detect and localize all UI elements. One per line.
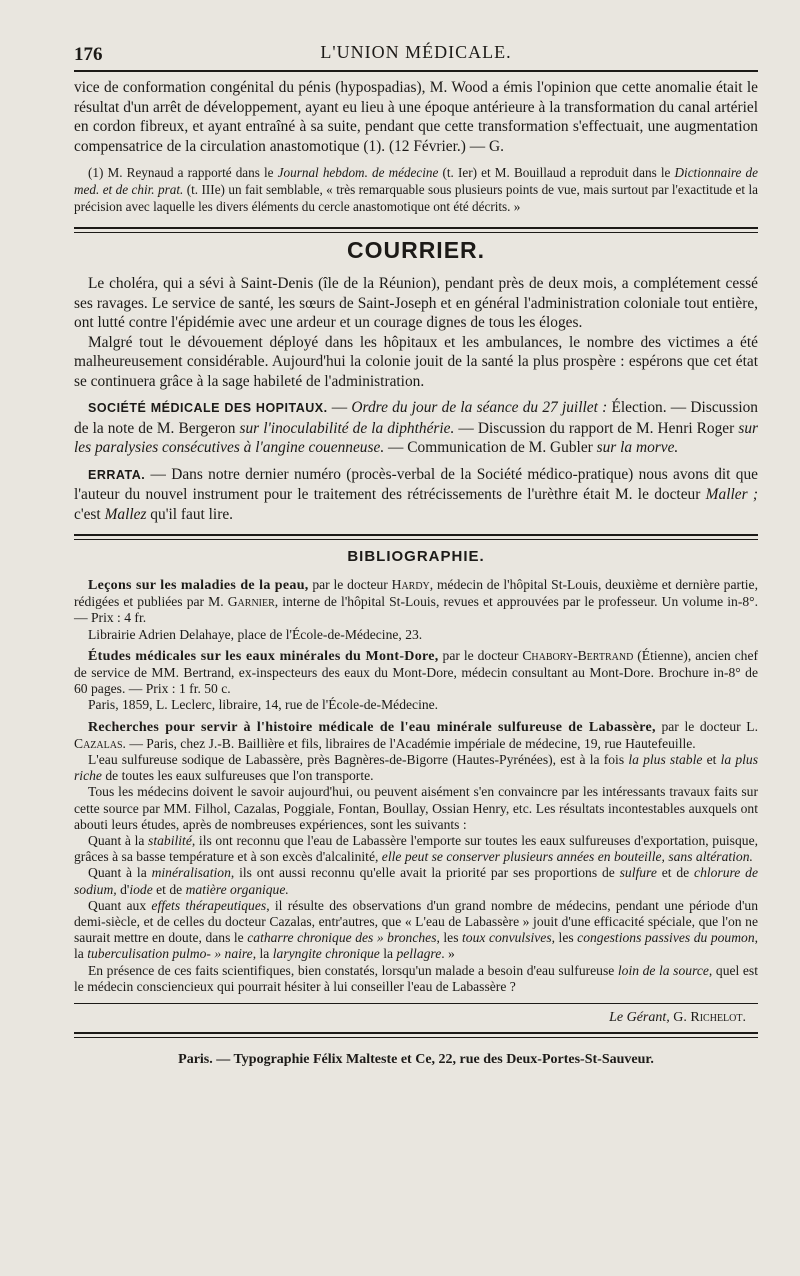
- text: . — Paris, chez J.-B. Baillière et fils, libraires de l'Académie impériale de médecine, 19, rue Hautefeuille.: [122, 735, 696, 751]
- text: Quant à la: [88, 865, 152, 881]
- text: la: [379, 946, 397, 962]
- emphasis: elle peut se conserver plusieurs années en bouteille, sans altération.: [381, 849, 753, 865]
- bibliography-entry: [74, 719, 758, 752]
- publisher-line: Librairie Adrien Delahaye, place de l'École-de-Médecine, 23.: [88, 626, 423, 642]
- entry-paragraph: [74, 752, 758, 784]
- emphasis: toux convulsives: [462, 930, 552, 946]
- emphasis: stabilité: [148, 833, 192, 849]
- wrong-name: Maller ;: [705, 486, 758, 503]
- emphasis: matière organique.: [185, 881, 289, 897]
- emphasis: laryngite chronique: [272, 946, 380, 962]
- text: —: [327, 399, 352, 416]
- correct-name: Mallez: [104, 505, 147, 523]
- text: , les: [551, 930, 578, 946]
- section-divider: [74, 534, 758, 540]
- printer-imprint: Paris. — Typographie Félix Malteste et Ce, 22, rue des Deux-Portes-St-Sauveur.: [178, 1052, 654, 1068]
- bibliography-entry: [74, 577, 758, 627]
- societe-heading: SOCIÉTÉ MÉDICALE DES HOPITAUX.: [88, 401, 328, 415]
- spacer: [74, 458, 758, 465]
- header-rule: [74, 70, 758, 72]
- entry-paragraph: [74, 963, 758, 995]
- entry-paragraph: [74, 833, 758, 865]
- entry-paragraph: Tous les médecins doivent le savoir aujourd'hui, ou peuvent aisément s'en convaincre par les intéressants travaux faits sur cette source par MM. Filhol, Cazalas, Poggiale, Fontan, Boullay, Ossian Henry, etc. Les résultats incontestables auxquels ont abouti leurs études, après de nombreuses expériences, sont les suivants :: [74, 784, 758, 832]
- text: par le docteur: [308, 577, 392, 592]
- text: , médecin de l'hôpital St-Louis, deuxième et dernière partie, rédigées et publiées par M.: [74, 577, 758, 610]
- section-divider: [74, 227, 758, 233]
- topic: sur la morve.: [596, 439, 679, 456]
- courrier-paragraph: Malgré tout le dévouement déployé dans les hôpitaux et les ambulances, le nombre des victimes a été malheureusement considérable. Aujourd'hui la colonie jouit de la santé la plus prospère : espérons que cet état se continuera grâce à la sage habileté de l'administration.: [74, 333, 758, 390]
- footnote-dictionary-ref: Dictionnaire de med. et de chir. prat.: [74, 165, 758, 197]
- footer-rule: [74, 1003, 758, 1004]
- author: Hardy: [391, 577, 430, 592]
- text: , ils ont aussi reconnu qu'elle avait la priorité par ses proportions de: [230, 865, 620, 881]
- publisher-line: Paris, 1859, L. Leclerc, libraire, 14, rue de l'École-de-Médecine.: [88, 697, 439, 713]
- courrier-title: COURRIER.: [346, 237, 486, 263]
- text: et de: [152, 881, 186, 897]
- text: , les: [436, 930, 463, 946]
- emphasis: tuberculisation pulmo- » naire: [87, 946, 253, 962]
- emphasis: catharre chronique des » bronches: [247, 930, 437, 946]
- footnote-text: (1) M. Reynaud a rapporté dans le: [88, 165, 278, 180]
- footnote-text: (t. Ier) et M. Bouillaud a reproduit dans le: [438, 165, 675, 180]
- emphasis: loin de la source: [617, 962, 709, 978]
- text: , il résulte des observations d'un grand nombre de médecins, pendant une période d'un demi-siècle, et de celles du docteur Cazalas, entr'autres, que « L'eau de Labassère » jouit d'une efficacité spéciale, que l'on ne saurait mettre en doute, dans le: [74, 897, 758, 946]
- footer-divider: [74, 1032, 758, 1038]
- text: (Étienne), ancien chef de service de MM. Bertrand, ex-inspecteurs des eaux du Mont-Dore, médecin consultant au Mont-Dore. Brochure in-8° de 60 pages. — Prix : 1 fr. 50 c.: [74, 647, 759, 697]
- author: Cazalas: [74, 735, 123, 751]
- text: — Dans notre dernier numéro (procès-verbal de la Société médico-pratique) nous avons dit que l'auteur du nouvel instrument pour le traitement des rétrécissements de l'urèthre était M. le docteur: [74, 465, 758, 503]
- errata-paragraph: [74, 465, 758, 525]
- text: et de: [656, 865, 695, 881]
- text: qu'il faut lire.: [146, 505, 233, 523]
- spacer: [74, 391, 758, 398]
- text: d': [116, 881, 130, 897]
- text: , quel est le médecin consciencieux qui pourrait hésiter à lui conseiller l'eau de Labassère ?: [74, 962, 758, 994]
- footnote-text: (t. IIIe) un fait semblable, « très remarquable sous plusieurs points de vue, mais surtout par l'exactitude et la précision avec laquelle les divers éléments du cercle anastomotique ont été décrits. »: [74, 182, 759, 214]
- text: , la: [74, 930, 759, 962]
- text: En présence de ces faits scientifiques, bien constatés, lorsqu'un malade a besoin d'eau sulfureuse: [88, 962, 618, 978]
- text: Quant aux: [88, 897, 152, 913]
- signature-label: Le Gérant,: [609, 1010, 670, 1026]
- errata-heading: ERRATA.: [88, 467, 146, 482]
- entry-title: Leçons sur les maladies de la peau,: [88, 578, 309, 593]
- entry-title: Études médicales sur les eaux minérales du Mont-Dore,: [88, 648, 439, 664]
- text: par le docteur: [438, 647, 523, 663]
- entry-title: Recherches pour servir à l'histoire médicale de l'eau minérale sulfureuse de Labassère,: [88, 719, 656, 735]
- emphasis: pellagre: [396, 946, 442, 962]
- courrier-paragraph: Le choléra, qui a sévi à Saint-Denis (île de la Réunion), pendant près de deux mois, a complétement cessé ses ravages. Le service de santé, les sœurs de Saint-Joseph et en général l'administration coloniale tout entière, ont lutté contre l'épidémie avec une ardeur et un courage dignes de tous les éloges.: [74, 275, 758, 331]
- text: c'est: [74, 505, 105, 523]
- journal-title: L'UNION MÉDICALE.: [320, 42, 512, 62]
- signature: [74, 1010, 758, 1026]
- emphasis: la plus stable: [628, 752, 703, 768]
- signature-name: G. Richelot.: [673, 1010, 746, 1026]
- text: , interne de l'hôpital St-Louis, revues et approuvées par le professeur. Un volume in-8°. — Prix : 4 fr.: [74, 594, 758, 626]
- text: par le docteur L.: [655, 718, 758, 734]
- text: Quant à la: [88, 833, 149, 849]
- editor: Garnier: [227, 594, 275, 610]
- footnote: [74, 164, 758, 215]
- author: Chabory-Bertrand: [522, 647, 634, 663]
- page-number: 176: [74, 44, 103, 65]
- emphasis: sulfure: [619, 865, 657, 881]
- entry-paragraph: [74, 898, 758, 963]
- topic: sur l'inoculabilité de la diphthérie.: [239, 419, 455, 437]
- entry-paragraph: [74, 865, 758, 897]
- intro-paragraph: vice de conformation congénital du pénis (hypospadias), M. Wood a émis l'opinion que cette anomalie était le résultat d'un arrêt de développement, ayant eu lieu à une époque antérieure à la transformation du canal artériel en cordon fibreux, et ayant entraîné à sa suite, pendant que cette transformation s'effectuait, une augmentation compensatrice de la circulation anastomotique (1). (12 Février.) — G.: [74, 79, 758, 155]
- footnote-journal-ref: Journal hebdom. de médecine: [277, 165, 439, 180]
- text: , ils ont reconnu que l'eau de Labassère l'emporte sur toutes les eaux sulfureuses d'exportation, puisque, grâces à sa basse température et à son excès d'alcalinité,: [74, 833, 758, 865]
- text: — Discussion du rapport de M. Henri Roger: [454, 419, 739, 437]
- text: L'eau sulfureuse sodique de Labassère, près Bagnères-de-Bigorre (Hautes-Pyrénées), est à la fois: [88, 752, 629, 768]
- emphasis: iode: [129, 881, 153, 897]
- page-header: [74, 0, 758, 66]
- bibliographie-title: BIBLIOGRAPHIE.: [347, 548, 485, 565]
- emphasis: chlorure de sodium,: [74, 865, 759, 897]
- bibliography-entry: [74, 648, 758, 698]
- text: , la: [252, 946, 273, 962]
- emphasis: la plus riche: [74, 752, 758, 784]
- order-of-day: Ordre du jour de la séance du 27 juillet :: [351, 399, 608, 416]
- text: Élection. — Discussion de la note de M. Bergeron: [74, 399, 758, 437]
- text: de toutes les eaux sulfureuses que l'on transporte.: [101, 768, 374, 784]
- emphasis: congestions passives du poumon: [577, 930, 755, 946]
- topic: sur les paralysies consécutives à l'angine couenneuse.: [74, 419, 759, 456]
- text: et: [702, 752, 721, 768]
- text: . »: [441, 946, 455, 962]
- text: — Communication de M. Gubler: [384, 439, 597, 456]
- emphasis: effets thérapeutiques: [151, 897, 267, 913]
- emphasis: minéralisation: [151, 865, 231, 881]
- societe-paragraph: [74, 398, 758, 458]
